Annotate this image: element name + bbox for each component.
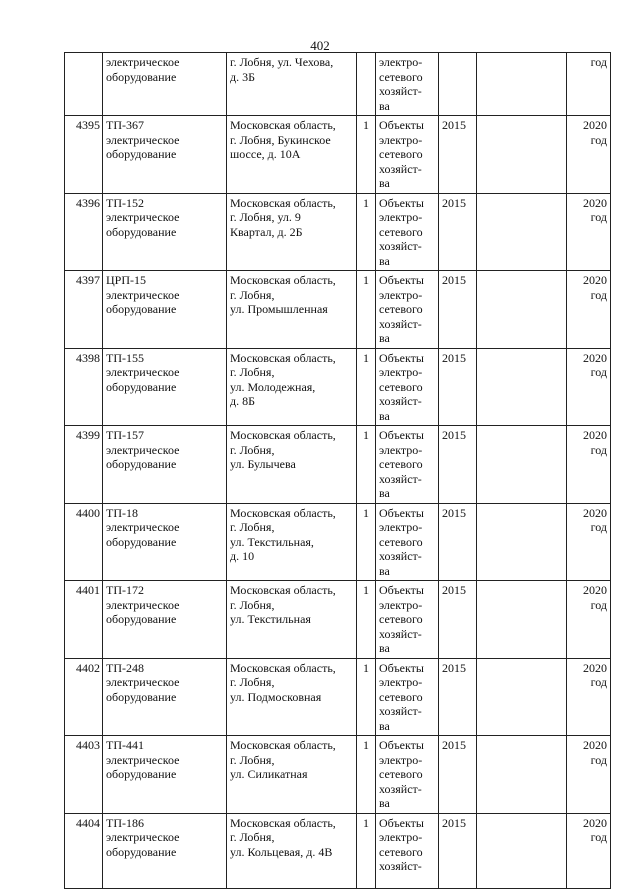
object-type: Объекты электро- сетевого хозяйст- ва xyxy=(376,658,439,736)
year: 2015 xyxy=(439,813,477,888)
table-row-continuation xyxy=(65,53,611,116)
table-row xyxy=(65,503,611,581)
address: Московская область, г. Лобня, ул. 9 Квартал, д. 2Б xyxy=(227,193,357,271)
equipment-name: ТП-441 электрическое оборудование xyxy=(103,736,227,814)
object-type: Объекты электро- сетевого хозяйст- ва xyxy=(376,426,439,504)
address: Московская область, г. Лобня, ул. Кольцевая, д. 4В xyxy=(227,813,357,888)
object-type: Объекты электро- сетевого хозяйст- ва xyxy=(376,348,439,426)
address: Московская область, г. Лобня, ул. Молодежная, д. 8Б xyxy=(227,348,357,426)
quantity: 1 xyxy=(357,426,376,504)
year: 2015 xyxy=(439,426,477,504)
page-number: 402 xyxy=(310,38,330,53)
quantity: 1 xyxy=(357,193,376,271)
deadline: 2020 год xyxy=(567,116,611,194)
address: Московская область, г. Лобня, ул. Текстильная xyxy=(227,581,357,659)
year: 2015 xyxy=(439,116,477,194)
year: 2015 xyxy=(439,658,477,736)
row-number: 4396 xyxy=(65,193,103,271)
row-number: 4395 xyxy=(65,116,103,194)
table-row xyxy=(65,658,611,736)
table-row xyxy=(65,581,611,659)
deadline: 2020 год xyxy=(567,348,611,426)
extra-cell xyxy=(477,426,567,504)
object-type: Объекты электро- сетевого хозяйст- ва xyxy=(376,736,439,814)
equipment-name: ЦРП-15 электрическое оборудование xyxy=(103,271,227,349)
extra-cell xyxy=(477,503,567,581)
extra-cell xyxy=(477,116,567,194)
equipment-name: ТП-248 электрическое оборудование xyxy=(103,658,227,736)
object-type: Объекты электро- сетевого хозяйст- ва xyxy=(376,503,439,581)
equipment-name: ТП-18 электрическое оборудование xyxy=(103,503,227,581)
year xyxy=(439,53,477,116)
quantity: 1 xyxy=(357,581,376,659)
deadline: 2020 год xyxy=(567,426,611,504)
deadline: год xyxy=(567,53,611,116)
row-number: 4399 xyxy=(65,426,103,504)
table-body xyxy=(65,53,611,889)
quantity: 1 xyxy=(357,503,376,581)
address: Московская область, г. Лобня, ул. Текстильная, д. 10 xyxy=(227,503,357,581)
table-row xyxy=(65,813,611,888)
quantity xyxy=(357,53,376,116)
extra-cell xyxy=(477,193,567,271)
equipment-name: ТП-172 электрическое оборудование xyxy=(103,581,227,659)
object-type: Объекты электро- сетевого хозяйст- ва xyxy=(376,116,439,194)
table-row xyxy=(65,116,611,194)
equipment-name: ТП-152 электрическое оборудование xyxy=(103,193,227,271)
table-row xyxy=(65,426,611,504)
address: Московская область, г. Лобня, ул. Промышленная xyxy=(227,271,357,349)
equipment-name: ТП-186 электрическое оборудование xyxy=(103,813,227,888)
row-number: 4403 xyxy=(65,736,103,814)
equipment-name: электрическое оборудование xyxy=(103,53,227,116)
equipment-name: ТП-367 электрическое оборудование xyxy=(103,116,227,194)
row-number: 4400 xyxy=(65,503,103,581)
year: 2015 xyxy=(439,581,477,659)
row-number: 4398 xyxy=(65,348,103,426)
deadline: 2020 год xyxy=(567,193,611,271)
row-number: 4397 xyxy=(65,271,103,349)
year: 2015 xyxy=(439,193,477,271)
table-row xyxy=(65,193,611,271)
extra-cell xyxy=(477,348,567,426)
deadline: 2020 год xyxy=(567,271,611,349)
equipment-name: ТП-155 электрическое оборудование xyxy=(103,348,227,426)
extra-cell xyxy=(477,813,567,888)
address: Московская область, г. Лобня, Букинское шоссе, д. 10А xyxy=(227,116,357,194)
extra-cell xyxy=(477,271,567,349)
table-row xyxy=(65,736,611,814)
equipment-name: ТП-157 электрическое оборудование xyxy=(103,426,227,504)
object-type: электро- сетевого хозяйст- ва xyxy=(376,53,439,116)
extra-cell xyxy=(477,736,567,814)
extra-cell xyxy=(477,53,567,116)
table-row xyxy=(65,348,611,426)
table-row xyxy=(65,271,611,349)
row-number xyxy=(65,53,103,116)
row-number: 4401 xyxy=(65,581,103,659)
address: Московская область, г. Лобня, ул. Булычева xyxy=(227,426,357,504)
quantity: 1 xyxy=(357,736,376,814)
quantity: 1 xyxy=(357,658,376,736)
deadline: 2020 год xyxy=(567,736,611,814)
object-type: Объекты электро- сетевого хозяйст- xyxy=(376,813,439,888)
year: 2015 xyxy=(439,736,477,814)
quantity: 1 xyxy=(357,271,376,349)
quantity: 1 xyxy=(357,813,376,888)
deadline: 2020 год xyxy=(567,658,611,736)
extra-cell xyxy=(477,658,567,736)
property-table xyxy=(64,52,611,889)
deadline: 2020 год xyxy=(567,503,611,581)
address: г. Лобня, ул. Чехова, д. 3Б xyxy=(227,53,357,116)
address: Московская область, г. Лобня, ул. Силикатная xyxy=(227,736,357,814)
extra-cell xyxy=(477,581,567,659)
deadline: 2020 год xyxy=(567,813,611,888)
year: 2015 xyxy=(439,348,477,426)
year: 2015 xyxy=(439,271,477,349)
quantity: 1 xyxy=(357,348,376,426)
object-type: Объекты электро- сетевого хозяйст- ва xyxy=(376,271,439,349)
quantity: 1 xyxy=(357,116,376,194)
year: 2015 xyxy=(439,503,477,581)
row-number: 4404 xyxy=(65,813,103,888)
row-number: 4402 xyxy=(65,658,103,736)
address: Московская область, г. Лобня, ул. Подмосковная xyxy=(227,658,357,736)
object-type: Объекты электро- сетевого хозяйст- ва xyxy=(376,193,439,271)
deadline: 2020 год xyxy=(567,581,611,659)
object-type: Объекты электро- сетевого хозяйст- ва xyxy=(376,581,439,659)
